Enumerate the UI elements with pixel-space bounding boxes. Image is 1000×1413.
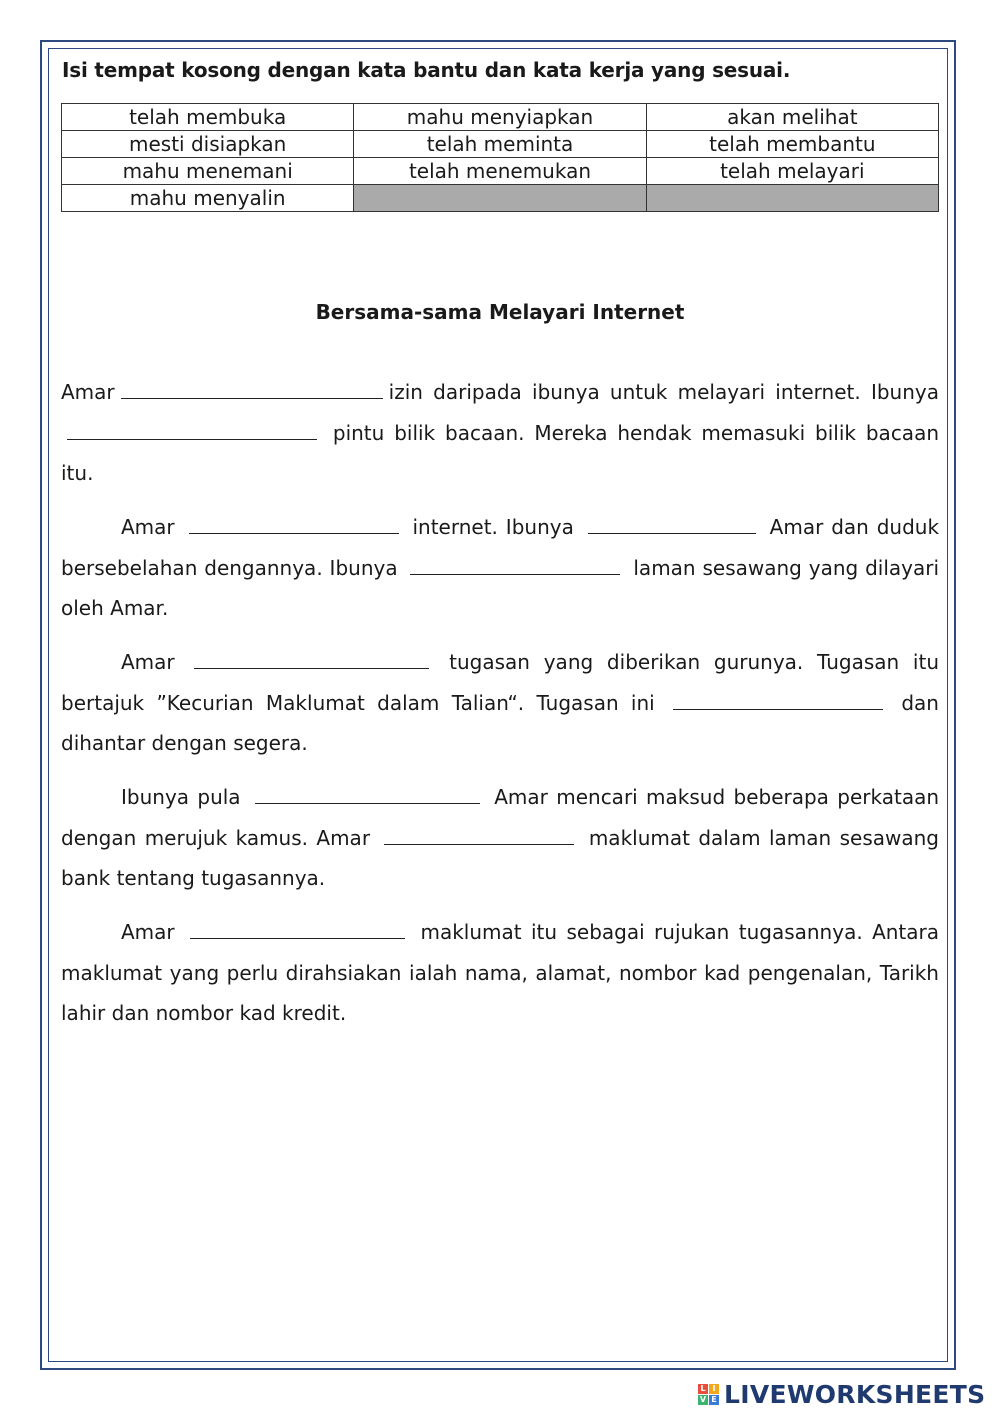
blank-field[interactable] [67,438,317,440]
logo-tile: L [698,1384,708,1394]
word-bank-cell: telah membantu [646,131,938,158]
paragraph-text: Amar [121,515,175,539]
paragraph-5 [61,912,939,1034]
paragraph-text: Ibunya pula [121,785,241,809]
blank-field[interactable] [255,802,480,804]
word-bank-cell: telah membuka [62,104,354,131]
liveworksheets-logo-icon [698,1384,719,1405]
logo-tile: I [709,1384,719,1394]
paragraph-3 [61,642,939,764]
blank-field[interactable] [189,532,399,534]
blank-field[interactable] [673,708,883,710]
paragraph-text: Amar [121,920,175,944]
story-title: Bersama-sama Melayari Internet [315,300,685,324]
word-bank-cell: mesti disiapkan [62,131,354,158]
blank-field[interactable] [410,573,620,575]
blank-field[interactable] [190,937,405,939]
word-bank-cell: mahu menyalin [62,185,354,212]
paragraph-text: Amar mencari maksud beberapa perkataan dengan merujuk kamus. Amar [61,785,940,850]
word-bank-table [61,103,939,212]
paragraph-text: laman sesawang yang dilayari oleh Amar. [61,555,940,620]
paragraph-1 [61,372,939,494]
paragraph-text: dan dihantar dengan segera. [61,690,939,755]
word-bank-cell: telah menemukan [354,158,646,185]
word-bank-cell: mahu menemani [62,158,354,185]
word-bank-row [62,185,939,212]
paragraph-4 [61,777,939,899]
word-bank-cell: mahu menyiapkan [354,104,646,131]
word-bank-empty-cell [646,185,938,212]
paragraph-text: izin daripada ibunya untuk melayari internet. Ibunya [388,380,939,404]
blank-field[interactable] [588,532,756,534]
word-bank-row [62,131,939,158]
word-bank-row [62,104,939,131]
blank-field[interactable] [194,667,429,669]
paragraph-text: Amar dan duduk bersebelahan dengannya. Ibunya [61,515,940,580]
paragraph-text: Amar [61,380,115,404]
logo-tile: E [709,1395,719,1405]
liveworksheets-logo [698,1380,994,1408]
paragraph-text: internet. Ibunya [412,515,574,539]
paragraph-text: tugasan yang diberikan gurunya. Tugasan itu bertajuk ”Kecurian Maklumat dalam Talian“. Tugasan ini [61,650,939,715]
word-bank-cell: telah meminta [354,131,646,158]
word-bank-empty-cell [354,185,646,212]
paragraph-text: maklumat dalam laman sesawang bank tentang tugasannya. [61,825,939,890]
logo-tile: V [699,1394,707,1404]
paragraph-text: pintu bilik bacaan. Mereka hendak memasuki bilik bacaan itu. [61,420,939,485]
liveworksheets-brand: LIVEWORKSHEETS [724,1379,986,1409]
word-bank-cell: telah melayari [646,158,938,185]
paragraph-text: maklumat itu sebagai rujukan tugasannya. Antara maklumat yang perlu dirahsiakan ialah nama, alamat, nombor kad pengenalan, Tarikh lahir dan nombor kad kredit. [61,920,940,1025]
paragraph-2 [61,507,939,629]
instruction-heading: Isi tempat kosong dengan kata bantu dan kata kerja yang sesuai. [62,58,791,82]
blank-field[interactable] [384,843,574,845]
word-bank-row [62,158,939,185]
paragraph-text: Amar [121,650,175,674]
word-bank-cell: akan melihat [646,104,938,131]
blank-field[interactable] [121,397,383,399]
